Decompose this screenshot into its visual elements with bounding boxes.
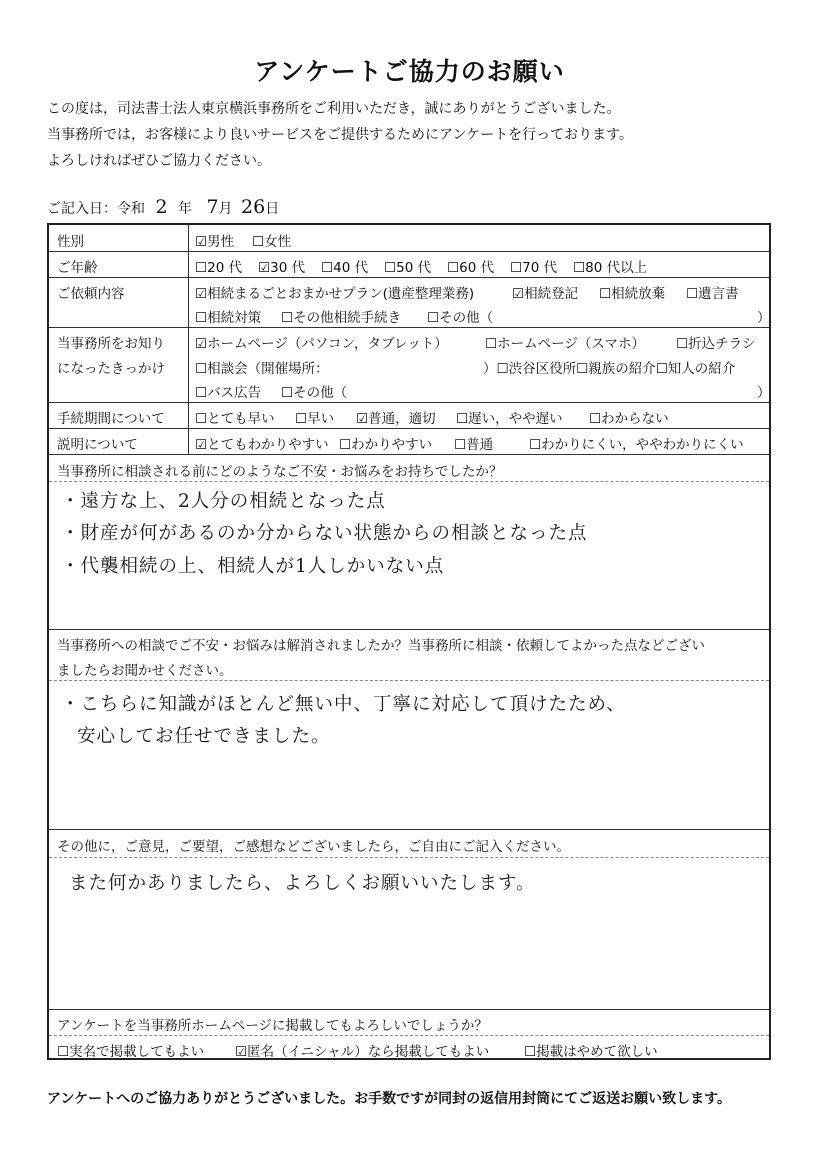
divider — [49, 481, 769, 482]
age-30s-option[interactable]: ☑30 代 — [258, 260, 306, 276]
period-unknown-option[interactable]: ☐わからない — [589, 411, 669, 427]
request-other-option[interactable]: ☐その他（ — [427, 310, 494, 326]
entry-date-month[interactable]: 7 — [206, 196, 219, 218]
age-50s-option[interactable]: ☐50 代 — [384, 260, 432, 276]
q1-answer-line-2[interactable]: ・財産が何があるのか分からない状態からの相談となった点 — [61, 523, 588, 544]
period-normal-option[interactable]: ☑普通，適切 — [356, 411, 436, 427]
source-other-option[interactable]: ☐その他（ — [281, 385, 348, 401]
source-homepage-pc-option[interactable]: ☑ホームページ（パソコン，タブレット） — [195, 336, 448, 352]
period-slow-option[interactable]: ☐遅い，やや遅い — [456, 411, 563, 427]
request-other-procedures-option[interactable]: ☐その他相続手続き — [281, 310, 402, 326]
divider — [49, 454, 769, 455]
entry-date-month-unit: 月 — [218, 201, 233, 217]
source-label-line-2: になったきっかけ — [57, 361, 165, 377]
publish-initials-option[interactable]: ☑匿名（イニシャル）なら掲載してもよい — [235, 1044, 490, 1060]
divider — [49, 277, 769, 278]
intro-line-3: よろしければぜひご協力ください。 — [47, 153, 271, 169]
entry-date-day-unit: 日 — [265, 201, 280, 217]
column-divider — [188, 225, 189, 454]
divider — [49, 1035, 769, 1036]
divider — [49, 857, 769, 858]
intro-line-1: この度は，司法書士法人東京横浜事務所をご利用いただき，誠にありがとうございました。 — [47, 101, 621, 117]
source-seminar-option[interactable]: ☐相談会（開催場所： — [195, 361, 329, 377]
survey-form — [47, 223, 771, 1060]
source-label-line-1: 当事務所をお知り — [57, 336, 165, 352]
publish-decline-option[interactable]: ☐掲載はやめて欲しい — [524, 1044, 658, 1060]
source-flyer-option[interactable]: ☐折込チラシ — [676, 336, 756, 352]
age-20s-option[interactable]: ☐20 代 — [195, 260, 243, 276]
divider — [49, 402, 769, 403]
age-70s-option[interactable]: ☐70 代 — [510, 260, 558, 276]
divider — [49, 629, 769, 630]
divider — [49, 680, 769, 681]
q3-question: その他に，ご意見，ご要望，ご感想などございましたら，ご自由にご記入ください。 — [57, 839, 570, 855]
q2-question-line-2: ましたらお聞かせください。 — [57, 663, 233, 679]
source-other-close: ） — [757, 385, 771, 401]
q2-answer-line-2[interactable]: 安心してお任せできました。 — [77, 726, 331, 747]
entry-date-year-unit: 年 — [178, 201, 192, 217]
explain-very-clear-option[interactable]: ☑とてもわかりやすい — [195, 437, 329, 453]
request-label: ご依頼内容 — [57, 286, 125, 302]
divider — [49, 428, 769, 429]
request-will-option[interactable]: ☐遺言書 — [686, 286, 739, 302]
footer-note: アンケートへのご協力ありがとうございました。お手数ですが同封の返信用封筒にてご返送お願い致します。 — [47, 1091, 732, 1107]
divider — [49, 1009, 769, 1010]
age-label: ご年齢 — [57, 260, 98, 276]
request-renunciation-option[interactable]: ☐相続放棄 — [599, 286, 666, 302]
explain-clear-option[interactable]: ☐わかりやすい — [339, 437, 433, 453]
q2-question-line-1: 当事務所への相談でご不安・お悩みは解消されましたか？当事務所に相談・依頼してよかった点などござい — [57, 638, 705, 654]
gender-female-option[interactable]: ☐女性 — [252, 234, 292, 250]
request-registration-option[interactable]: ☑相続登記 — [512, 286, 579, 302]
gender-label: 性別 — [57, 234, 84, 250]
publish-real-name-option[interactable]: ☐実名で掲載してもよい — [57, 1044, 205, 1060]
period-fast-option[interactable]: ☐早い — [295, 411, 335, 427]
q4-question: アンケートを当事務所ホームページに掲載してもよろしいでしょうか？ — [57, 1018, 488, 1034]
age-40s-option[interactable]: ☐40 代 — [321, 260, 369, 276]
page-title: アンケートご協力のお願い — [254, 57, 565, 86]
divider — [49, 829, 769, 830]
request-other-close: ） — [757, 310, 771, 326]
age-60s-option[interactable]: ☐60 代 — [447, 260, 495, 276]
source-other-channels[interactable]: ）☐渋谷区役所☐親族の紹介☐知人の紹介 — [483, 361, 736, 377]
explain-normal-option[interactable]: ☐普通 — [454, 437, 494, 453]
entry-date-year[interactable]: 2 — [155, 196, 168, 218]
source-homepage-phone-option[interactable]: ☐ホームページ（スマホ） — [485, 336, 646, 352]
request-planning-option[interactable]: ☐相続対策 — [195, 310, 262, 326]
period-very-fast-option[interactable]: ☐とても早い — [195, 411, 275, 427]
request-full-plan-option[interactable]: ☑相続まるごとおまかせプラン(遺産整理業務) — [195, 286, 475, 302]
entry-date-label: ご記入日：令和 — [47, 201, 145, 217]
q1-answer-line-1[interactable]: ・遠方な上、2人分の相続となった点 — [61, 491, 386, 512]
gender-male-option[interactable]: ☑男性 — [195, 234, 235, 250]
explain-label: 説明について — [57, 437, 138, 453]
q1-answer-line-3[interactable]: ・代襲相続の上、相続人が1人しかいない点 — [61, 556, 445, 577]
entry-date-day[interactable]: 26 — [241, 196, 266, 218]
period-label: 手続期間について — [57, 411, 165, 427]
intro-line-2: 当事務所では，お客様により良いサービスをご提供するためにアンケートを行っております。 — [47, 127, 634, 143]
q3-answer-line-1[interactable]: また何かありましたら、よろしくお願いいたします。 — [69, 873, 536, 894]
q1-question: 当事務所に相談される前にどのようなご不安・お悩みをお持ちでしたか？ — [57, 464, 503, 480]
age-80s-option[interactable]: ☐80 代以上 — [573, 260, 648, 276]
divider — [49, 327, 769, 328]
q2-answer-line-1[interactable]: ・こちらに知識がほとんど無い中、丁寧に対応して頂けたため、 — [61, 694, 626, 715]
entry-date — [47, 196, 279, 218]
divider — [49, 251, 769, 252]
explain-unclear-option[interactable]: ☐わかりにくい，ややわかりにくい — [529, 437, 744, 453]
source-bus-ad-option[interactable]: ☐バス広告 — [195, 385, 262, 401]
